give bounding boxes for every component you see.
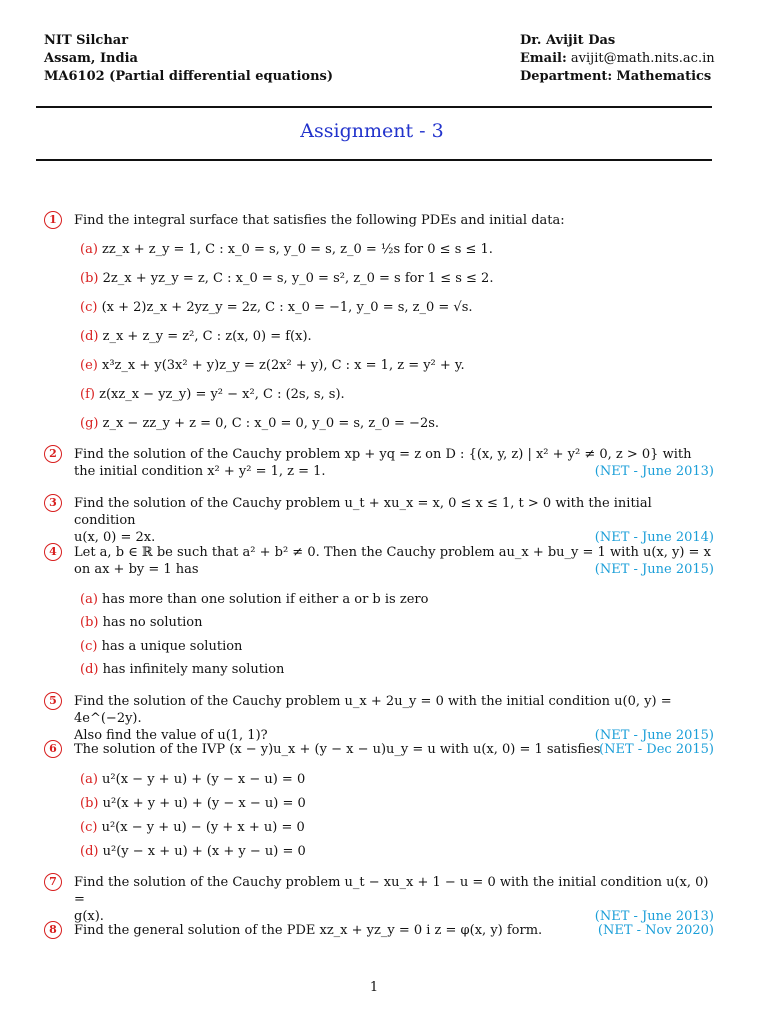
question-text-line1: Find the solution of the Cauchy problem u_x + 2u_y = 0 with the initial condition u(0, y) = 4e^(−2y). [74, 694, 672, 726]
option-text: u²(x + y + u) + (y − x − u) = 0 [102, 796, 306, 811]
option-text: has no solution [102, 615, 203, 630]
question-text-line1: Find the solution of the Cauchy problem u_t − xu_x + 1 − u = 0 with the initial condition u(x, 0) = [74, 875, 709, 907]
top-rule [36, 106, 712, 108]
option-text: 2z_x + yz_y = z, C : x_0 = s, y_0 = s², z_0 = s for 1 ≤ s ≤ 2. [102, 271, 494, 286]
source-reference: (NET - Nov 2020) [597, 923, 714, 938]
question-7 [44, 874, 714, 925]
option-text: u²(y − x + u) + (x + y − u) = 0 [102, 844, 306, 859]
source-reference: (NET - June 2014) [594, 530, 714, 545]
source-reference: (NET - June 2013) [594, 909, 714, 924]
department-label: Department: [520, 69, 613, 84]
email-address[interactable]: avijit@math.nits.ac.in [570, 51, 715, 66]
question-2 [44, 446, 714, 480]
q4-option-b [80, 614, 202, 631]
q4-option-a [80, 591, 428, 608]
question-number: 6 [44, 740, 62, 758]
question-number: 2 [44, 445, 62, 463]
option-text: has more than one solution if either a or b is zero [102, 592, 429, 607]
question-text-line1-text: The solution of the IVP (x − y)u_x + (y − x − u)u_y = u with u(x, 0) = 1 satisfies [74, 742, 601, 757]
email-label: Email: [520, 51, 567, 66]
option-label: (d) [80, 329, 99, 344]
title-rule [36, 159, 712, 161]
option-label: (a) [80, 592, 98, 607]
option-text: u²(x − y + u) − (y + x + u) = 0 [101, 820, 305, 835]
instructor-name: Dr. Avijit Das [520, 33, 616, 48]
source-reference: (NET - June 2013) [594, 464, 714, 479]
q4-option-d [80, 661, 284, 678]
question-text-line2-text: the initial condition x² + y² = 1, z = 1. [74, 464, 326, 479]
option-text: u²(x − y + u) + (y − x − u) = 0 [102, 772, 306, 787]
question-text-line1 [74, 922, 714, 939]
option-label: (g) [80, 416, 99, 431]
question-number: 1 [44, 211, 62, 229]
course-name: MA6102 (Partial differential equations) [44, 69, 334, 84]
q6-option-c [80, 819, 305, 836]
q1-option-d [80, 328, 312, 345]
option-text: z_x − zz_y + z = 0, C : x_0 = 0, y_0 = s, z_0 = −2s. [102, 416, 440, 431]
question-text-line2-text: u(x, 0) = 2x. [74, 530, 156, 545]
question-1 [44, 212, 714, 229]
option-label: (e) [80, 358, 98, 373]
q1-option-b [80, 270, 493, 287]
q6-option-d [80, 843, 306, 860]
q4-option-c [80, 638, 242, 655]
department-line [520, 68, 715, 86]
option-text: has a unique solution [101, 639, 243, 654]
option-label: (d) [80, 662, 99, 677]
option-label: (a) [80, 242, 98, 257]
question-text-line1-text: Find the general solution of the PDE xz_x + yz_y = 0 i z = φ(x, y) form. [74, 923, 543, 938]
q1-option-e [80, 357, 465, 374]
email-line [520, 50, 715, 68]
option-text: has infinitely many solution [102, 662, 285, 677]
question-3 [44, 495, 714, 546]
institute-name: NIT Silchar [44, 33, 129, 48]
option-label: (f) [80, 387, 95, 402]
q1-option-g [80, 415, 439, 432]
header-right [520, 32, 715, 86]
question-text-line1: Let a, b ∈ ℝ be such that a² + b² ≠ 0. Then the Cauchy problem au_x + bu_y = 1 with u(x, y) = x [74, 545, 711, 560]
q1-option-a [80, 241, 493, 258]
question-number: 7 [44, 873, 62, 891]
option-label: (c) [80, 300, 98, 315]
option-text: z(xz_x − yz_y) = y² − x², C : (2s, s, s). [99, 387, 345, 402]
question-text: Find the integral surface that satisfies the following PDEs and initial data: [74, 213, 565, 228]
option-text: zz_x + z_y = 1, C : x_0 = s, y_0 = s, z_0 = ½s for 0 ≤ s ≤ 1. [102, 242, 493, 257]
option-text: (x + 2)z_x + 2yz_y = 2z, C : x_0 = −1, y_0 = s, z_0 = √s. [101, 300, 473, 315]
question-4 [44, 544, 714, 578]
option-label: (b) [80, 615, 99, 630]
question-text-line1 [74, 741, 714, 758]
option-label: (d) [80, 844, 99, 859]
q6-option-b [80, 795, 306, 812]
question-text-line2-text: on ax + by = 1 has [74, 562, 199, 577]
q6-option-a [80, 771, 305, 788]
source-reference: (NET - June 2015) [594, 728, 714, 743]
department-name: Mathematics [616, 69, 712, 84]
question-text-line2 [74, 561, 714, 578]
question-8 [44, 922, 714, 939]
question-text-line1: Find the solution of the Cauchy problem u_t + xu_x = x, 0 ≤ x ≤ 1, t > 0 with the initial condition [74, 496, 652, 528]
header-left [44, 32, 333, 86]
question-text-line2-text: Also find the value of u(1, 1)? [74, 728, 268, 743]
question-text-line2-text: g(x). [74, 909, 104, 924]
source-reference: (NET - June 2015) [594, 562, 714, 577]
q1-option-f [80, 386, 345, 403]
question-text-line1: Find the solution of the Cauchy problem xp + yq = z on D : {(x, y, z) | x² + y² ≠ 0, z > 0} with [74, 447, 692, 462]
assignment-title: Assignment - 3 [300, 120, 444, 142]
question-6 [44, 741, 714, 758]
option-label: (b) [80, 796, 99, 811]
question-number: 3 [44, 494, 62, 512]
q1-option-c [80, 299, 473, 316]
question-number: 5 [44, 692, 62, 710]
question-5 [44, 693, 714, 744]
source-reference: (NET - Dec 2015) [599, 742, 714, 757]
option-label: (c) [80, 820, 98, 835]
question-number: 8 [44, 921, 62, 939]
question-text-line2 [74, 463, 714, 480]
option-text: z_x + z_y = z², C : z(x, 0) = f(x). [102, 329, 312, 344]
option-text: x³z_x + y(3x² + y)z_y = z(2x² + y), C : x = 1, z = y² + y. [101, 358, 465, 373]
question-number: 4 [44, 543, 62, 561]
option-label: (c) [80, 639, 98, 654]
page-number: 1 [369, 980, 379, 995]
option-label: (a) [80, 772, 98, 787]
option-label: (b) [80, 271, 99, 286]
institute-location: Assam, India [44, 51, 138, 66]
